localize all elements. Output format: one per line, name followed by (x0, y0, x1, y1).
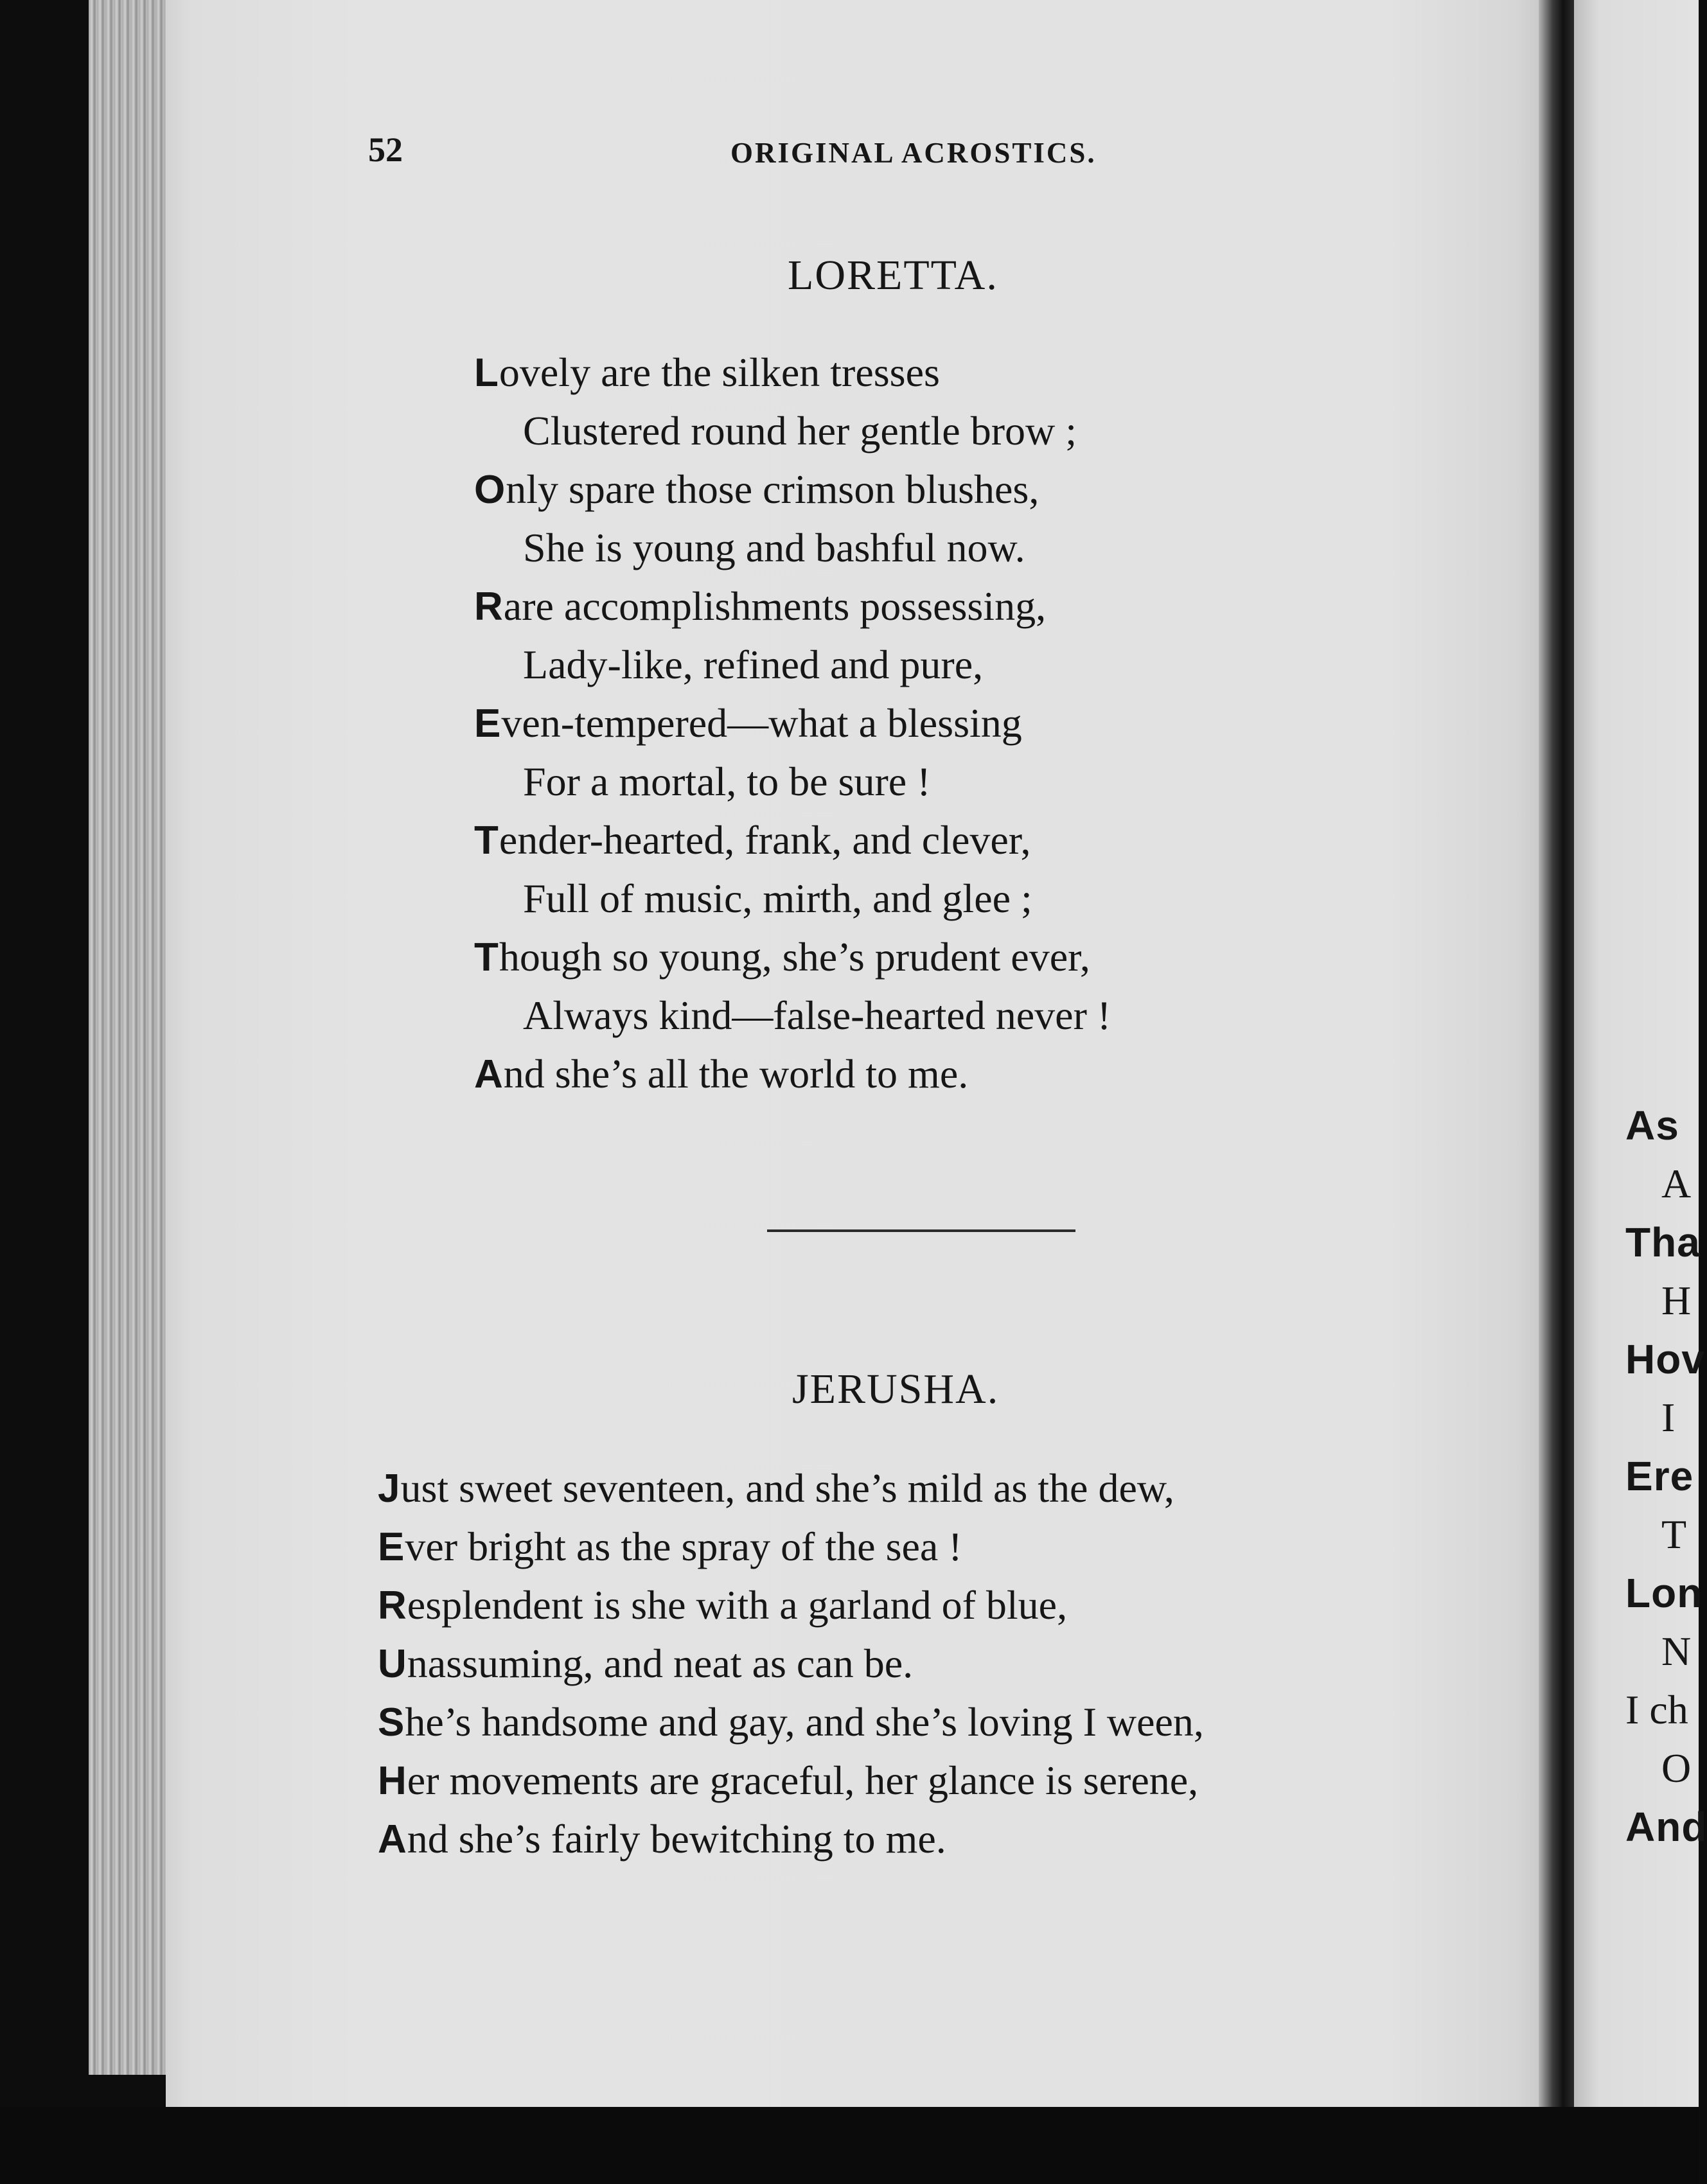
acrostic-letter: T (474, 818, 499, 863)
verse-text: Full of music, mirth, and glee ; (523, 876, 1032, 921)
facing-fragment: O (1661, 1745, 1692, 1791)
verse-text: For a mortal, to be sure ! (523, 759, 931, 804)
bottom-shadow (0, 2107, 1699, 2184)
acrostic-letter: S (378, 1700, 405, 1745)
acrostic-letter: L (474, 351, 499, 395)
verse-text: Clustered round her gentle brow ; (523, 408, 1077, 454)
acrostic-letter: J (378, 1466, 401, 1511)
verse-text: She is young and bashful now. (523, 525, 1025, 570)
verse-text: nassuming, and neat as can be. (407, 1641, 914, 1686)
verse-text: he’s handsome and gay, and she’s loving I ween, (405, 1699, 1204, 1745)
facing-fragment: Lon (1625, 1570, 1703, 1616)
verse-line (378, 1699, 1204, 1745)
acrostic-letter: H (378, 1759, 407, 1803)
verse-line (378, 1582, 1068, 1628)
verse-line (474, 700, 1022, 746)
facing-fragment: H (1661, 1278, 1692, 1323)
acrostic-letter: T (474, 935, 499, 980)
facing-fragment: I (1661, 1395, 1676, 1440)
poem-jerusha (378, 1465, 1534, 1879)
verse-text: nd she’s all the world to me. (503, 1051, 969, 1096)
acrostic-letter: R (378, 1583, 407, 1628)
verse-text: ver bright as the spray of the sea ! (405, 1524, 962, 1569)
poem-title-jerusha: JERUSHA. (792, 1366, 1000, 1413)
acrostic-letter: E (378, 1525, 405, 1569)
facing-fragment: Hov (1625, 1336, 1705, 1382)
acrostic-letter: A (474, 1052, 504, 1096)
verse-text: esplendent is she with a garland of blue, (407, 1582, 1068, 1628)
verse-text: Always kind—false-hearted never ! (523, 992, 1111, 1038)
acrostic-letter: R (474, 585, 504, 629)
facing-fragment: Tha (1625, 1219, 1701, 1265)
page-number: 52 (368, 130, 403, 169)
verse-line (474, 583, 1047, 629)
poem-loretta (474, 349, 1502, 1110)
acrostic-letter: A (378, 1817, 407, 1862)
facing-fragment: Ere (1625, 1453, 1694, 1499)
verse-text: ender-hearted, frank, and clever, (499, 817, 1031, 863)
verse-text: nly spare those crimson blushes, (506, 466, 1039, 512)
facing-fragment: And (1625, 1804, 1707, 1850)
verse-text: ovely are the silken tresses (499, 349, 940, 395)
verse-line (523, 761, 931, 802)
facing-fragment: N (1661, 1628, 1692, 1674)
verse-text: er movements are graceful, her glance is serene, (407, 1757, 1199, 1803)
verse-text: are accomplishments possessing, (503, 583, 1047, 629)
verse-line (378, 1757, 1199, 1803)
facing-fragment: A (1661, 1161, 1692, 1206)
running-head: ORIGINAL ACROSTICS. (730, 137, 1097, 169)
verse-line (378, 1816, 946, 1862)
poem-title-loretta: LORETTA. (788, 252, 998, 299)
verse-line (474, 349, 940, 395)
acrostic-letter: U (378, 1642, 407, 1686)
section-divider (767, 1229, 1075, 1232)
verse-line (523, 527, 1025, 568)
verse-text: hough so young, she’s prudent ever, (499, 934, 1090, 980)
verse-line (523, 992, 1111, 1038)
verse-text: Lady-like, refined and pure, (523, 642, 984, 687)
verse-text: ven-tempered—what a blessing (501, 700, 1022, 746)
facing-page-text (1625, 1102, 1707, 1876)
verse-line (523, 410, 1077, 452)
verse-text: nd she’s fairly bewitching to me. (407, 1816, 946, 1862)
verse-text: ust sweet seventeen, and she’s mild as the dew, (400, 1465, 1174, 1511)
acrostic-letter: O (474, 468, 506, 512)
verse-line (474, 1053, 968, 1095)
facing-fragment: I ch (1625, 1687, 1688, 1732)
verse-line (378, 1526, 962, 1567)
verse-line (474, 817, 1031, 863)
verse-line (474, 934, 1090, 980)
facing-fragment: As (1625, 1102, 1679, 1149)
verse-line (378, 1643, 913, 1684)
acrostic-letter: E (474, 701, 502, 746)
verse-line (378, 1465, 1174, 1511)
verse-line (474, 466, 1039, 512)
facing-fragment: T (1661, 1511, 1687, 1557)
book-gutter (1539, 0, 1574, 2184)
verse-line (523, 878, 1032, 919)
verse-line (523, 644, 983, 685)
